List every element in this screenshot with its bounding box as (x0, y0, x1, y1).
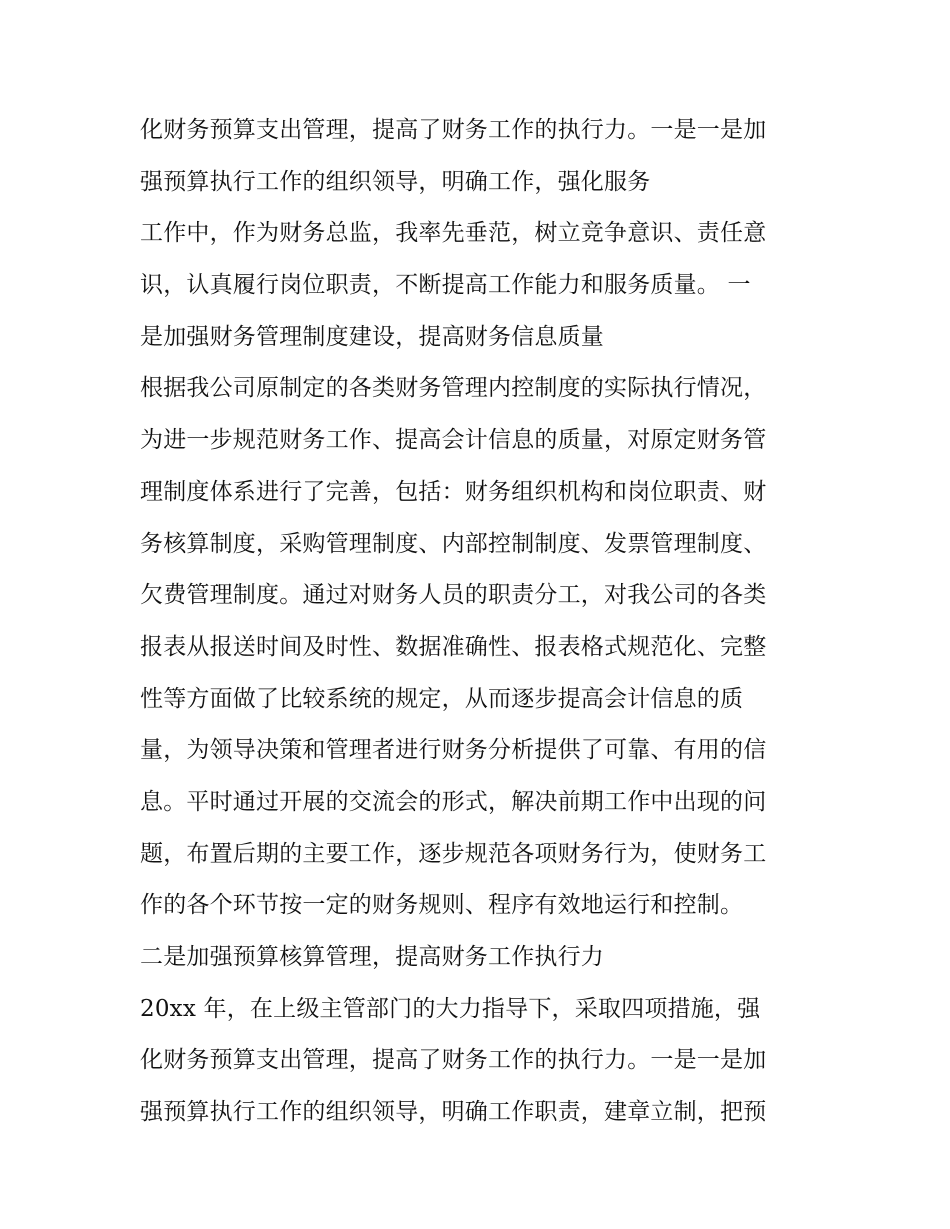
text-line: 工作中，作为财务总监，我率先垂范，树立竞争意识、责任意 (140, 220, 767, 247)
text-line: 题，布置后期的主要工作，逐步规范各项财务行为，使财务工 (140, 840, 767, 867)
section-heading: 二是加强预算核算管理，提高财务工作执行力 (140, 944, 604, 970)
text-line: 20xx 年，在上级主管部门的大力指导下，采取四项措施，强 (140, 995, 761, 1022)
text-line: 根据我公司原制定的各类财务管理内控制度的实际执行情况， (140, 375, 767, 402)
text-line: 化财务预算支出管理，提高了财务工作的执行力。一是一是加 (140, 117, 767, 143)
text-line: 识，认真履行岗位职责，不断提高工作能力和服务质量。 一 (140, 272, 751, 299)
text-line: 为进一步规范财务工作、提高会计信息的质量，对原定财务管 (140, 427, 767, 454)
text-line: 化财务预算支出管理，提高了财务工作的执行力。一是一是加 (140, 1047, 767, 1074)
text-line: 强预算执行工作的组织领导，明确工作职责，建章立制，把预 (140, 1099, 767, 1126)
text-line: 理制度体系进行了完善，包括：财务组织机构和岗位职责、财 (140, 478, 767, 505)
text-line: 量，为领导决策和管理者进行财务分析提供了可靠、有用的信 (140, 737, 767, 764)
text-line: 欠费管理制度。通过对财务人员的职责分工，对我公司的各类 (140, 582, 767, 609)
text-line: 报表从报送时间及时性、数据准确性、报表格式规范化、完整 (140, 633, 767, 660)
text-line: 务核算制度，采购管理制度、内部控制制度、发票管理制度、 (140, 530, 767, 557)
text-line: 息。平时通过开展的交流会的形式，解决前期工作中出现的问 (140, 788, 767, 815)
text-line: 性等方面做了比较系统的规定，从而逐步提高会计信息的质 (140, 685, 744, 712)
document-body (140, 105, 820, 1139)
section-heading: 是加强财务管理制度建设，提高财务信息质量 (140, 323, 604, 350)
text-line: 强预算执行工作的组织领导，明确工作，强化服务 (140, 168, 651, 195)
text-line: 作的各个环节按一定的财务规则、程序有效地运行和控制。 (140, 892, 744, 919)
